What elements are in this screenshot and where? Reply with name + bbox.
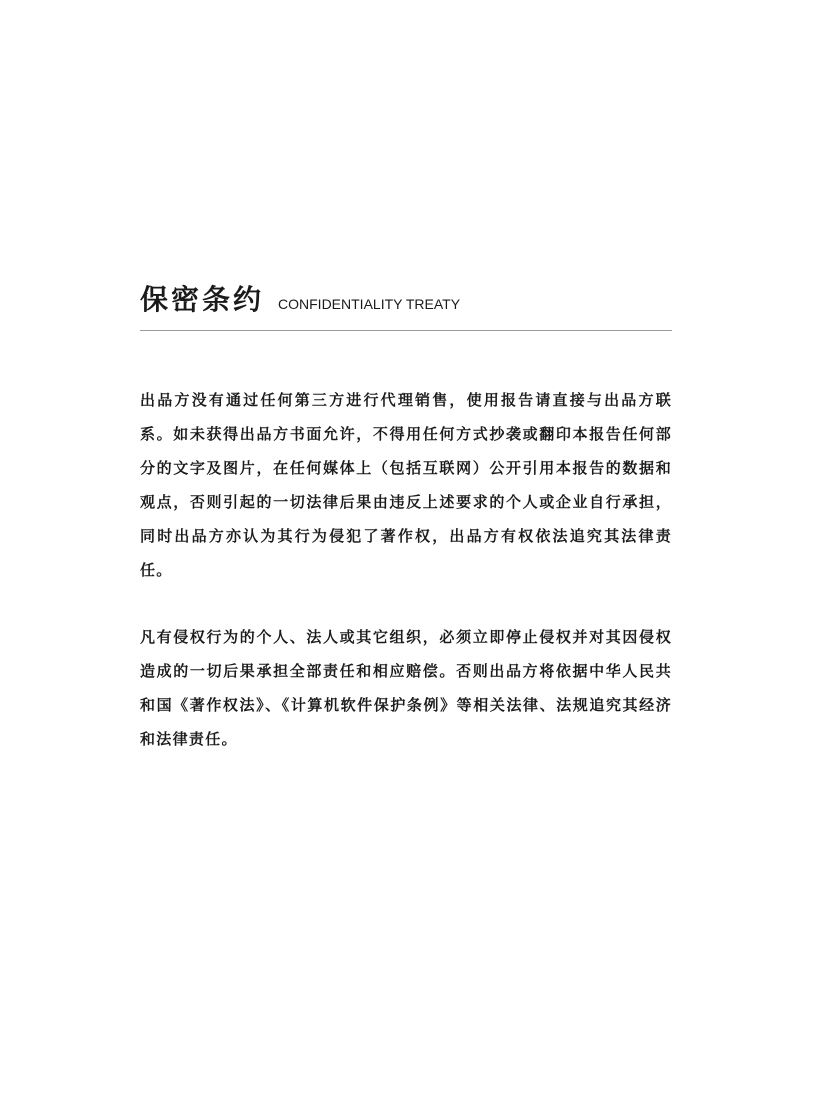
body-text <box>140 383 672 756</box>
paragraph-1: 出品方没有通过任何第三方进行代理销售，使用报告请直接与出品方联系。如未获得出品方书面允许，不得用任何方式抄袭或翻印本报告任何部分的文字及图片，在任何媒体上（包括互联网）公开引用本报告的数据和观点，否则引起的一切法律后果由违反上述要求的个人或企业自行承担，同时出品方亦认为其行为侵犯了著作权，出品方有权依法追究其法律责任。 <box>140 391 672 579</box>
page-title: 保密条约 <box>140 283 265 316</box>
section-header <box>140 280 672 331</box>
page-subtitle: CONFIDENTIALITY TREATY <box>278 296 461 312</box>
paragraph-2: 凡有侵权行为的个人、法人或其它组织，必须立即停止侵权并对其因侵权造成的一切后果承担全部责任和相应赔偿。否则出品方将依据中华人民共和国《著作权法》、《计算机软件保护条例》等相关法律、法规追究其经济和法律责任。 <box>140 628 672 748</box>
